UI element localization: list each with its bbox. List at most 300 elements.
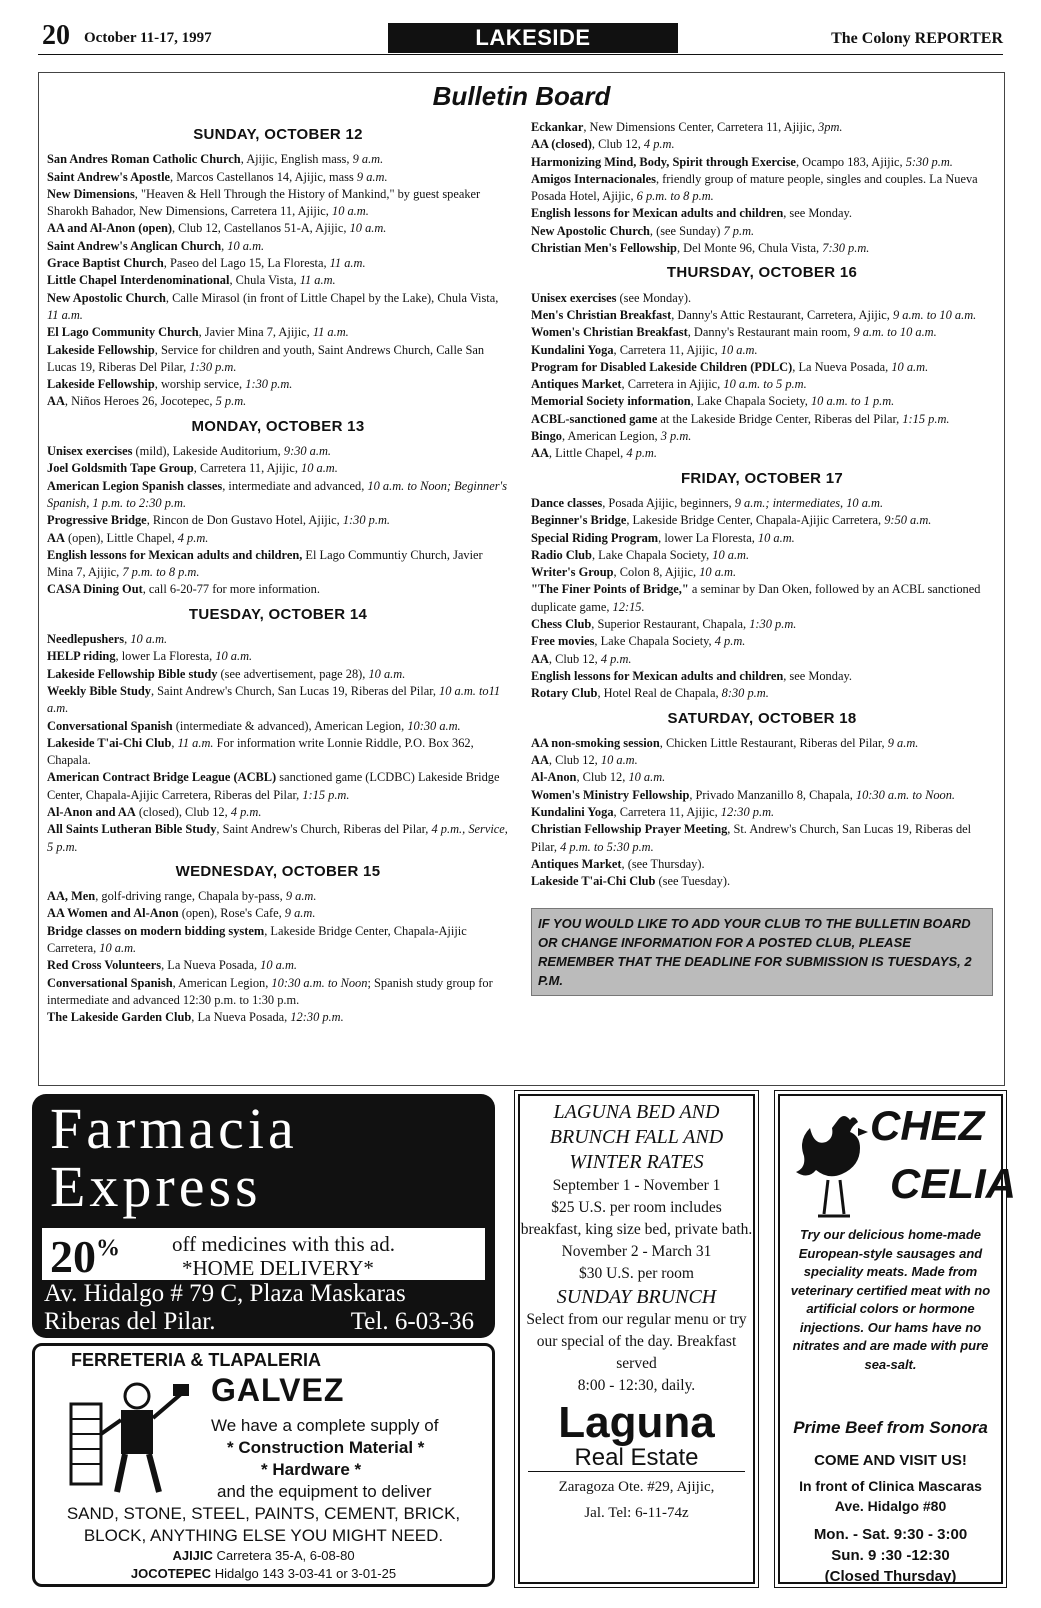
event-name: AA bbox=[47, 530, 65, 545]
event-name: "The Finer Points of Bridge," bbox=[531, 582, 689, 597]
event-name: Men's Christian Breakfast bbox=[531, 307, 672, 322]
event-name: Chess Club bbox=[531, 617, 592, 632]
chez-hours-sunday: Sun. 9 :30 -12:30 bbox=[831, 1547, 950, 1564]
event-time: 10 a.m. to 1 p.m. bbox=[810, 394, 895, 409]
section-tag: LAKESIDE bbox=[388, 23, 678, 53]
event-name: AA non-smoking session bbox=[531, 735, 660, 750]
event-name: New Apostolic Church bbox=[47, 290, 166, 305]
event-entry bbox=[47, 238, 509, 255]
event-time: 9:30 a.m. bbox=[283, 444, 332, 459]
event-name: Eckankar bbox=[531, 120, 584, 134]
event-entry bbox=[47, 735, 509, 770]
event-details: , Carretera in Ajijic, bbox=[621, 377, 724, 392]
event-details: , Little Chapel, bbox=[548, 446, 627, 461]
event-entry bbox=[47, 631, 509, 648]
event-time: 1:30 p.m. bbox=[342, 513, 391, 528]
event-name: Needlepushers bbox=[47, 632, 125, 647]
event-details: a seminar by Dan Oken, followed by an ACBL sanctioned duplicate game, bbox=[531, 582, 981, 614]
issue-date: October 11-17, 1997 bbox=[84, 30, 212, 46]
chez-celia-ad bbox=[778, 1094, 1016, 1585]
event-name: New Dimensions bbox=[47, 186, 135, 201]
event-entry bbox=[531, 171, 993, 206]
farmacia-area: Riberas del Pilar. bbox=[44, 1308, 216, 1335]
event-entry bbox=[531, 581, 993, 616]
event-time: 12:30 p.m. bbox=[720, 804, 775, 819]
event-entry bbox=[47, 648, 509, 665]
masthead bbox=[38, 18, 1003, 54]
event-entry bbox=[531, 752, 993, 769]
laguna-bed-brunch-ad bbox=[518, 1094, 755, 1584]
event-name: AA bbox=[531, 651, 549, 666]
laguna-dates2: November 2 - March 31 bbox=[561, 1243, 712, 1260]
event-details: , bbox=[171, 735, 178, 750]
event-time: 10 a.m. bbox=[757, 530, 795, 545]
event-time: 10 a.m. bbox=[368, 666, 406, 681]
event-time: 10 a.m. to Noon; Beginner's Spanish, 1 p.m. to 2:30 p.m. bbox=[47, 478, 508, 510]
ferreteria-jocotepec bbox=[35, 1566, 492, 1581]
laguna-brunch-text: Select from our regular menu or try our special of the day. Breakfast served bbox=[526, 1311, 747, 1372]
event-details: , lower La Floresta, bbox=[658, 530, 758, 545]
event-entry bbox=[531, 873, 993, 890]
event-time: 10 a.m. bbox=[215, 649, 253, 664]
event-entry bbox=[531, 804, 993, 821]
event-name: Writer's Group bbox=[531, 565, 614, 580]
event-time: 4 p.m. bbox=[230, 804, 262, 819]
paper-name: The Colony REPORTER bbox=[831, 30, 1003, 47]
farmacia-offer: off medicines with this ad. bbox=[172, 1232, 395, 1256]
event-details: , (see Sunday) bbox=[649, 223, 724, 238]
event-name: Progressive Bridge bbox=[47, 513, 147, 528]
event-entry bbox=[531, 376, 993, 393]
day-heading: WEDNESDAY, OCTOBER 15 bbox=[175, 862, 381, 880]
bulletin-left-column bbox=[47, 119, 509, 1027]
laguna-brunch-hours: 8:00 - 12:30, daily. bbox=[577, 1377, 696, 1394]
event-details: , Javier Mina 7, Ajijic, bbox=[198, 325, 313, 340]
event-details: El Lago Communtiy Church, Javier Mina 7, Ajijic, bbox=[47, 547, 483, 580]
event-details: , bbox=[221, 238, 228, 253]
event-entry bbox=[531, 787, 993, 804]
event-details: , American Legion, bbox=[562, 429, 661, 444]
event-time: 7 p.m. bbox=[723, 223, 755, 238]
event-entry bbox=[47, 512, 509, 529]
event-name: San Andres Roman Catholic Church bbox=[47, 152, 241, 167]
event-details: , (see Thursday). bbox=[621, 856, 705, 871]
event-time: 10 a.m. to11 a.m. bbox=[47, 683, 501, 716]
event-details: (see Tuesday). bbox=[655, 874, 731, 889]
laguna-phone: Jal. Tel: 6-11-74z bbox=[584, 1505, 689, 1521]
event-time: 10 a.m. to 5 p.m. bbox=[723, 377, 807, 392]
event-name: Unisex exercises bbox=[47, 444, 133, 459]
event-details: , Service for children and youth, Saint Andrews Church, Calle San Lucas 19, Riberas Del Pilar, bbox=[47, 342, 485, 374]
event-time: 9 a.m. bbox=[887, 735, 919, 750]
event-name: English lessons for Mexican adults and children, bbox=[47, 547, 303, 562]
event-name: Al-Anon bbox=[531, 770, 577, 785]
event-entry bbox=[47, 393, 509, 410]
event-entry bbox=[531, 651, 993, 668]
event-time: 10 a.m. bbox=[600, 753, 638, 768]
event-details: , worship service, bbox=[154, 377, 246, 392]
event-time: 6 p.m. to 8 p.m. bbox=[636, 189, 714, 204]
event-name: Program for Disabled Lakeside Children (PDLC) bbox=[531, 359, 793, 374]
event-entry bbox=[531, 119, 993, 136]
event-details: , call 6-20-77 for more information. bbox=[142, 582, 320, 597]
event-time: 4 p.m. bbox=[626, 446, 657, 461]
event-entry bbox=[531, 769, 993, 786]
farmacia-phone: Tel. 6-03-36 bbox=[350, 1308, 474, 1335]
event-name: AA Women and Al-Anon bbox=[47, 906, 179, 921]
event-entry bbox=[47, 443, 509, 460]
event-details: , golf-driving range, Chapala by-pass, bbox=[95, 889, 286, 904]
ferreteria-galvez-ad bbox=[32, 1343, 495, 1587]
event-time: 3pm. bbox=[818, 120, 843, 134]
event-entry bbox=[531, 154, 993, 171]
event-time: 1:30 p.m. bbox=[189, 359, 237, 374]
event-name: AA bbox=[47, 394, 65, 409]
event-entry bbox=[531, 633, 993, 650]
event-entry bbox=[531, 856, 993, 873]
event-details: , St. Andrew's Church, San Lucas 19, Riberas del Pilar, bbox=[531, 822, 972, 854]
hardware-man-illustration bbox=[65, 1374, 195, 1504]
event-entry bbox=[531, 445, 993, 462]
laguna-brunch-title: SUNDAY BRUNCH bbox=[556, 1286, 717, 1308]
event-name: Weekly Bible Study bbox=[47, 683, 151, 698]
event-extra: ; Spanish study group for intermediate and advanced 12:30 p.m. to 1:30 p.m. bbox=[47, 975, 493, 1007]
event-time: 1:30 p.m. bbox=[245, 377, 293, 392]
event-name: CASA Dining Out bbox=[47, 582, 143, 597]
chez-description: Try our delicious home-made European-style sausages and speciality meats. Made from veterinary certified meat with no artificial colors or hormone injections. Our hams have no nitrates and are made with pure sea-salt. bbox=[790, 1227, 991, 1372]
event-entry bbox=[531, 616, 993, 633]
event-time: 1:30 p.m. bbox=[749, 617, 797, 632]
event-time: 3 p.m. bbox=[660, 429, 692, 444]
event-time: 9 a.m. bbox=[284, 906, 316, 921]
event-entry bbox=[47, 151, 509, 168]
event-time: 10:30 a.m. to Noon. bbox=[855, 787, 956, 802]
day-heading: THURSDAY, OCTOBER 16 bbox=[666, 264, 858, 282]
submission-notice: IF YOU WOULD LIKE TO ADD YOUR CLUB TO THE BULLETIN BOARD OR CHANGE INFORMATION FOR A POSTED CLUB, PLEASE REMEMBER THAT THE DEADLINE FOR SUBMISSION IS TUESDAYS, 2 P.M. bbox=[531, 908, 993, 996]
event-entry bbox=[47, 905, 509, 922]
event-entry bbox=[47, 255, 509, 272]
farmacia-area-line bbox=[44, 1308, 474, 1336]
event-name: AA (closed) bbox=[531, 137, 592, 152]
event-details: , Lake Chapala Society, bbox=[591, 547, 713, 562]
event-details: , Superior Restaurant, Chapala, bbox=[591, 617, 750, 632]
laguna-rate1: $25 U.S. per room includes breakfast, king size bed, private bath. bbox=[520, 1199, 753, 1238]
event-name: Women's Christian Breakfast bbox=[531, 325, 688, 340]
event-name: Saint Andrew's Anglican Church bbox=[47, 238, 222, 253]
chez-hours-closed: (Closed Thursday) bbox=[824, 1568, 957, 1585]
event-name: English lessons for Mexican adults and children bbox=[531, 206, 784, 221]
event-time: 4 p.m., Service, 5 p.m. bbox=[47, 822, 508, 854]
event-details: , Posada Ajijic, beginners, bbox=[602, 495, 735, 510]
event-name: Beginner's Bridge bbox=[531, 513, 627, 528]
event-time: 10:30 a.m. bbox=[407, 718, 461, 733]
event-time: 10 a.m. bbox=[99, 941, 137, 956]
chez-location-line1: In front of Clinica Mascaras bbox=[799, 1478, 982, 1494]
event-name: Unisex exercises bbox=[531, 290, 617, 305]
event-name: Lakeside Fellowship bbox=[47, 342, 155, 357]
farmacia-name-line2: Express bbox=[50, 1154, 262, 1219]
event-name: Antiques Market bbox=[531, 377, 622, 392]
event-name: Bridge classes on modern bidding system bbox=[47, 923, 265, 938]
event-name: Harmonizing Mind, Body, Spirit through Exercise bbox=[531, 154, 796, 169]
event-time: 9 a.m. bbox=[285, 889, 317, 904]
event-entry bbox=[531, 411, 993, 428]
event-time: 4 p.m. bbox=[643, 137, 675, 152]
event-name: Lakeside T'ai-Chi Club bbox=[531, 874, 656, 889]
event-name: ACBL-sanctioned game bbox=[531, 411, 658, 426]
event-time: 10 a.m. bbox=[349, 221, 387, 236]
ferreteria-deliver: and the equipment to deliver bbox=[217, 1482, 432, 1501]
event-details: , Carretera 11, Ajijic, bbox=[613, 804, 721, 819]
event-details: , see Monday. bbox=[783, 668, 852, 683]
event-time: 1:15 p.m. bbox=[302, 787, 350, 802]
event-entry bbox=[47, 169, 509, 186]
event-name: El Lago Community Church bbox=[47, 325, 199, 340]
event-time: 11 a.m. bbox=[299, 273, 336, 288]
event-time: 10 a.m. bbox=[628, 770, 666, 785]
event-details: , La Nueva Posada, bbox=[191, 1010, 291, 1025]
event-entry bbox=[531, 307, 993, 324]
event-entry bbox=[47, 683, 509, 718]
event-entry bbox=[47, 581, 509, 598]
event-entry bbox=[47, 923, 509, 958]
event-entry bbox=[531, 428, 993, 445]
event-entry bbox=[531, 359, 993, 376]
laguna-dates1: September 1 - November 1 bbox=[552, 1177, 721, 1194]
event-time: 4 p.m. bbox=[600, 651, 632, 666]
chez-prime-beef: Prime Beef from Sonora bbox=[793, 1418, 988, 1437]
event-name: Red Cross Volunteers bbox=[47, 958, 162, 973]
farmacia-express-ad bbox=[32, 1094, 495, 1338]
event-details: , Colon 8, Ajijic, bbox=[613, 565, 700, 580]
right-day-sections bbox=[531, 264, 993, 890]
event-details: , Hotel Real de Chapala, bbox=[597, 686, 722, 701]
event-entry bbox=[531, 495, 993, 512]
event-details: , bbox=[124, 632, 131, 647]
event-details: , Rincon de Don Gustavo Hotel, Ajijic, bbox=[146, 513, 343, 528]
event-details: , Danny's Restaurant main room, bbox=[687, 325, 854, 340]
event-entry bbox=[47, 1009, 509, 1026]
event-entry bbox=[47, 821, 509, 856]
event-name: The Lakeside Garden Club bbox=[47, 1010, 192, 1025]
event-time: 9:50 a.m. bbox=[884, 513, 932, 528]
event-details: (closed), Club 12, bbox=[135, 804, 231, 819]
laguna-logo: Laguna bbox=[558, 1398, 715, 1447]
event-entry bbox=[47, 324, 509, 341]
event-time: 4 p.m. bbox=[714, 634, 746, 649]
event-time: 7 p.m. to 8 p.m. bbox=[122, 565, 200, 580]
event-time: 9 a.m. bbox=[356, 169, 388, 184]
percent-sign: % bbox=[96, 1235, 120, 1262]
event-details: , La Nueva Posada, bbox=[161, 958, 261, 973]
event-name: Radio Club bbox=[531, 547, 592, 562]
chez-hours-weekday: Mon. - Sat. 9:30 - 3:00 bbox=[813, 1526, 968, 1543]
day-heading: TUESDAY, OCTOBER 14 bbox=[188, 605, 368, 623]
event-name: English lessons for Mexican adults and children bbox=[531, 668, 784, 683]
event-time: 10 a.m. bbox=[301, 461, 338, 476]
event-details: , American Legion, bbox=[172, 975, 272, 990]
event-details: , Privado Manzanillo 8, Chapala, bbox=[689, 787, 856, 802]
ajijic-label: AJIJIC bbox=[172, 1548, 213, 1563]
event-time: 10 a.m. bbox=[712, 547, 750, 562]
event-time: 11 a.m. bbox=[329, 256, 366, 271]
event-name: Christian Men's Fellowship bbox=[531, 241, 677, 256]
event-details: , Paseo del Lago 15, La Floresta, bbox=[163, 256, 330, 271]
wednesday-continued bbox=[531, 119, 993, 257]
chez-visit: COME AND VISIT US! bbox=[814, 1452, 967, 1469]
event-time: 4 p.m. to 5:30 p.m. bbox=[560, 839, 654, 854]
event-details: at the Lakeside Bridge Center, Riberas del Pilar, bbox=[657, 411, 903, 426]
event-details: , Marcos Castellanos 14, Ajijic, mass bbox=[170, 169, 357, 184]
chez-location-line2: Ave. Hidalgo #80 bbox=[834, 1498, 947, 1514]
event-time: 10 a.m. bbox=[720, 342, 758, 357]
event-details: , Lakeside Bridge Center, Chapala-Ajijic Carretera, bbox=[626, 513, 885, 528]
event-details: , Carretera 11, Ajijic, bbox=[613, 342, 721, 357]
event-name: AA bbox=[531, 753, 549, 768]
event-entry bbox=[47, 220, 509, 237]
jocotepec-label: JOCOTEPEC bbox=[130, 1566, 212, 1581]
laguna-title: LAGUNA BED AND BRUNCH FALL AND WINTER RATES bbox=[549, 1101, 724, 1173]
event-entry bbox=[47, 290, 509, 325]
event-name: AA bbox=[531, 446, 549, 461]
farmacia-name-line1: Farmacia bbox=[50, 1096, 298, 1161]
event-entry bbox=[531, 530, 993, 547]
event-time: 4 p.m. bbox=[177, 530, 209, 545]
event-entry bbox=[47, 957, 509, 974]
event-entry bbox=[47, 342, 509, 377]
ferreteria-construction: * Construction Material * bbox=[227, 1438, 425, 1457]
event-details: , Calle Mirasol (in front of Little Chapel by the Lake), Chula Vista, bbox=[165, 290, 499, 305]
event-time: 11 a.m. bbox=[312, 325, 349, 340]
chez-name-line2: CELIA bbox=[890, 1160, 1016, 1207]
event-details: , see Monday. bbox=[783, 206, 852, 221]
event-entry bbox=[47, 666, 509, 683]
event-name: All Saints Lutheran Bible Study bbox=[47, 822, 217, 837]
event-details: , friendly group of mature people, singles and couples. La Nueva Posada Hotel, Ajijic, bbox=[531, 171, 978, 204]
event-name: Women's Ministry Fellowship bbox=[531, 787, 690, 802]
bulletin-board bbox=[38, 72, 1005, 1086]
event-name: Conversational Spanish bbox=[47, 975, 173, 990]
event-name: Kundalini Yoga bbox=[531, 804, 614, 819]
farmacia-delivery: *HOME DELIVERY* bbox=[182, 1256, 374, 1280]
event-details: , Club 12, bbox=[548, 651, 601, 666]
event-time: 9 a.m. to 10 a.m. bbox=[892, 307, 977, 322]
ajijic-address: Carretera 35-A, 6-08-80 bbox=[212, 1548, 355, 1563]
event-name: Special Riding Program bbox=[531, 530, 659, 545]
event-time: 10 a.m. bbox=[699, 565, 737, 580]
event-time: 12:15. bbox=[612, 599, 645, 614]
masthead-rule bbox=[38, 54, 1003, 55]
day-heading: SATURDAY, OCTOBER 18 bbox=[667, 709, 857, 727]
event-details: , Lake Chapala Society, bbox=[690, 394, 811, 409]
event-entry bbox=[531, 240, 993, 257]
event-entry bbox=[531, 136, 993, 153]
event-time: 9 a.m.; intermediates, 10 a.m. bbox=[734, 495, 884, 510]
event-time: 5 p.m. bbox=[215, 394, 247, 409]
event-details: , Club 12, bbox=[576, 770, 629, 785]
event-details: , Lake Chapala Society, bbox=[594, 634, 715, 649]
event-name: Christian Fellowship Prayer Meeting bbox=[531, 822, 728, 837]
event-name: Lakeside Fellowship Bible study bbox=[47, 666, 218, 681]
event-name: Conversational Spanish bbox=[47, 718, 173, 733]
event-details: , Lakeside Bridge Center, Chapala-Ajijic Carretera, bbox=[47, 923, 467, 956]
event-details: , Ocampo 183, Ajijic, bbox=[795, 154, 906, 169]
event-entry bbox=[531, 342, 993, 359]
event-name: Lakeside T'ai-Chi Club bbox=[47, 735, 172, 750]
ferreteria-anything: BLOCK, ANYTHING ELSE YOU MIGHT NEED. bbox=[83, 1526, 444, 1545]
event-entry bbox=[531, 735, 993, 752]
chez-hours bbox=[780, 1524, 1001, 1587]
event-extra: For information write Lonnie Riddle, P.O. Box 362, Chapala. bbox=[47, 735, 474, 768]
farmacia-offer-box bbox=[42, 1228, 485, 1280]
day-heading: SUNDAY, OCTOBER 12 bbox=[193, 126, 363, 143]
event-time: 11 a.m. bbox=[177, 735, 214, 750]
farmacia-name bbox=[50, 1096, 298, 1219]
event-details: , Ajijic, English mass, bbox=[240, 152, 353, 167]
event-entry bbox=[531, 821, 993, 856]
event-entry bbox=[47, 718, 509, 735]
event-details: , Carretera 11, Ajijic, bbox=[193, 461, 302, 476]
ferreteria-heading: FERRETERIA & TLAPALERIA bbox=[71, 1350, 321, 1370]
event-name: Free movies bbox=[531, 634, 595, 649]
bulletin-title: Bulletin Board bbox=[432, 81, 611, 111]
day-heading: FRIDAY, OCTOBER 17 bbox=[680, 469, 844, 487]
chez-name-line1: CHEZ bbox=[870, 1102, 985, 1149]
event-entry bbox=[531, 564, 993, 581]
event-details: , Saint Andrew's Church, San Lucas 19, Riberas del Pilar, bbox=[150, 683, 440, 698]
event-name: AA, Men bbox=[47, 889, 96, 904]
event-entry bbox=[47, 272, 509, 289]
event-name: Rotary Club bbox=[531, 686, 598, 701]
event-details: (mild), Lakeside Auditorium, bbox=[132, 444, 284, 459]
event-entry bbox=[531, 685, 993, 702]
event-details: , New Dimensions Center, Carretera 11, Ajijic, bbox=[583, 120, 819, 134]
event-name: Dance classes bbox=[531, 495, 603, 510]
event-time: 8:30 p.m. bbox=[721, 686, 769, 701]
event-details: , Chicken Little Restaurant, Riberas del Pilar, bbox=[659, 735, 888, 750]
event-entry bbox=[47, 186, 509, 221]
event-time: 12:30 p.m. bbox=[290, 1010, 344, 1025]
event-name: Saint Andrew's Apostle bbox=[47, 169, 171, 184]
event-time: 10 a.m. bbox=[332, 204, 369, 219]
event-time: 9 a.m. to 10 a.m. bbox=[853, 325, 937, 340]
event-entry bbox=[531, 547, 993, 564]
ferreteria-supply: We have a complete supply of bbox=[211, 1416, 439, 1435]
event-name: Joel Goldsmith Tape Group bbox=[47, 461, 194, 476]
event-details: , Club 12, bbox=[548, 753, 601, 768]
bulletin-right-column bbox=[531, 119, 993, 996]
event-entry bbox=[47, 804, 509, 821]
event-entry bbox=[531, 205, 993, 222]
laguna-rate2: $30 U.S. per room bbox=[579, 1265, 694, 1282]
discount-percent bbox=[50, 1230, 120, 1283]
event-details: , Chula Vista, bbox=[229, 273, 300, 288]
event-time: 10 a.m. bbox=[130, 632, 168, 647]
event-time: 1:15 p.m. bbox=[902, 411, 950, 426]
event-time: 10 a.m. bbox=[227, 238, 265, 253]
discount-value: 20 bbox=[50, 1231, 96, 1282]
ferreteria-hardware: * Hardware * bbox=[261, 1460, 362, 1479]
event-entry bbox=[531, 512, 993, 529]
event-details: (intermediate & advanced), American Legion, bbox=[172, 718, 408, 733]
event-details: , Club 12, Castellanos 51-A, Ajijic, bbox=[171, 221, 350, 236]
laguna-address: Zaragoza Ote. #29, Ajijic, bbox=[558, 1479, 715, 1495]
event-entry bbox=[47, 478, 509, 513]
event-entry bbox=[531, 324, 993, 341]
jocotepec-address: Hidalgo 143 3-03-41 or 3-01-25 bbox=[211, 1566, 397, 1581]
event-name: Bingo bbox=[531, 429, 562, 444]
event-name: Amigos Internacionales bbox=[531, 171, 656, 186]
